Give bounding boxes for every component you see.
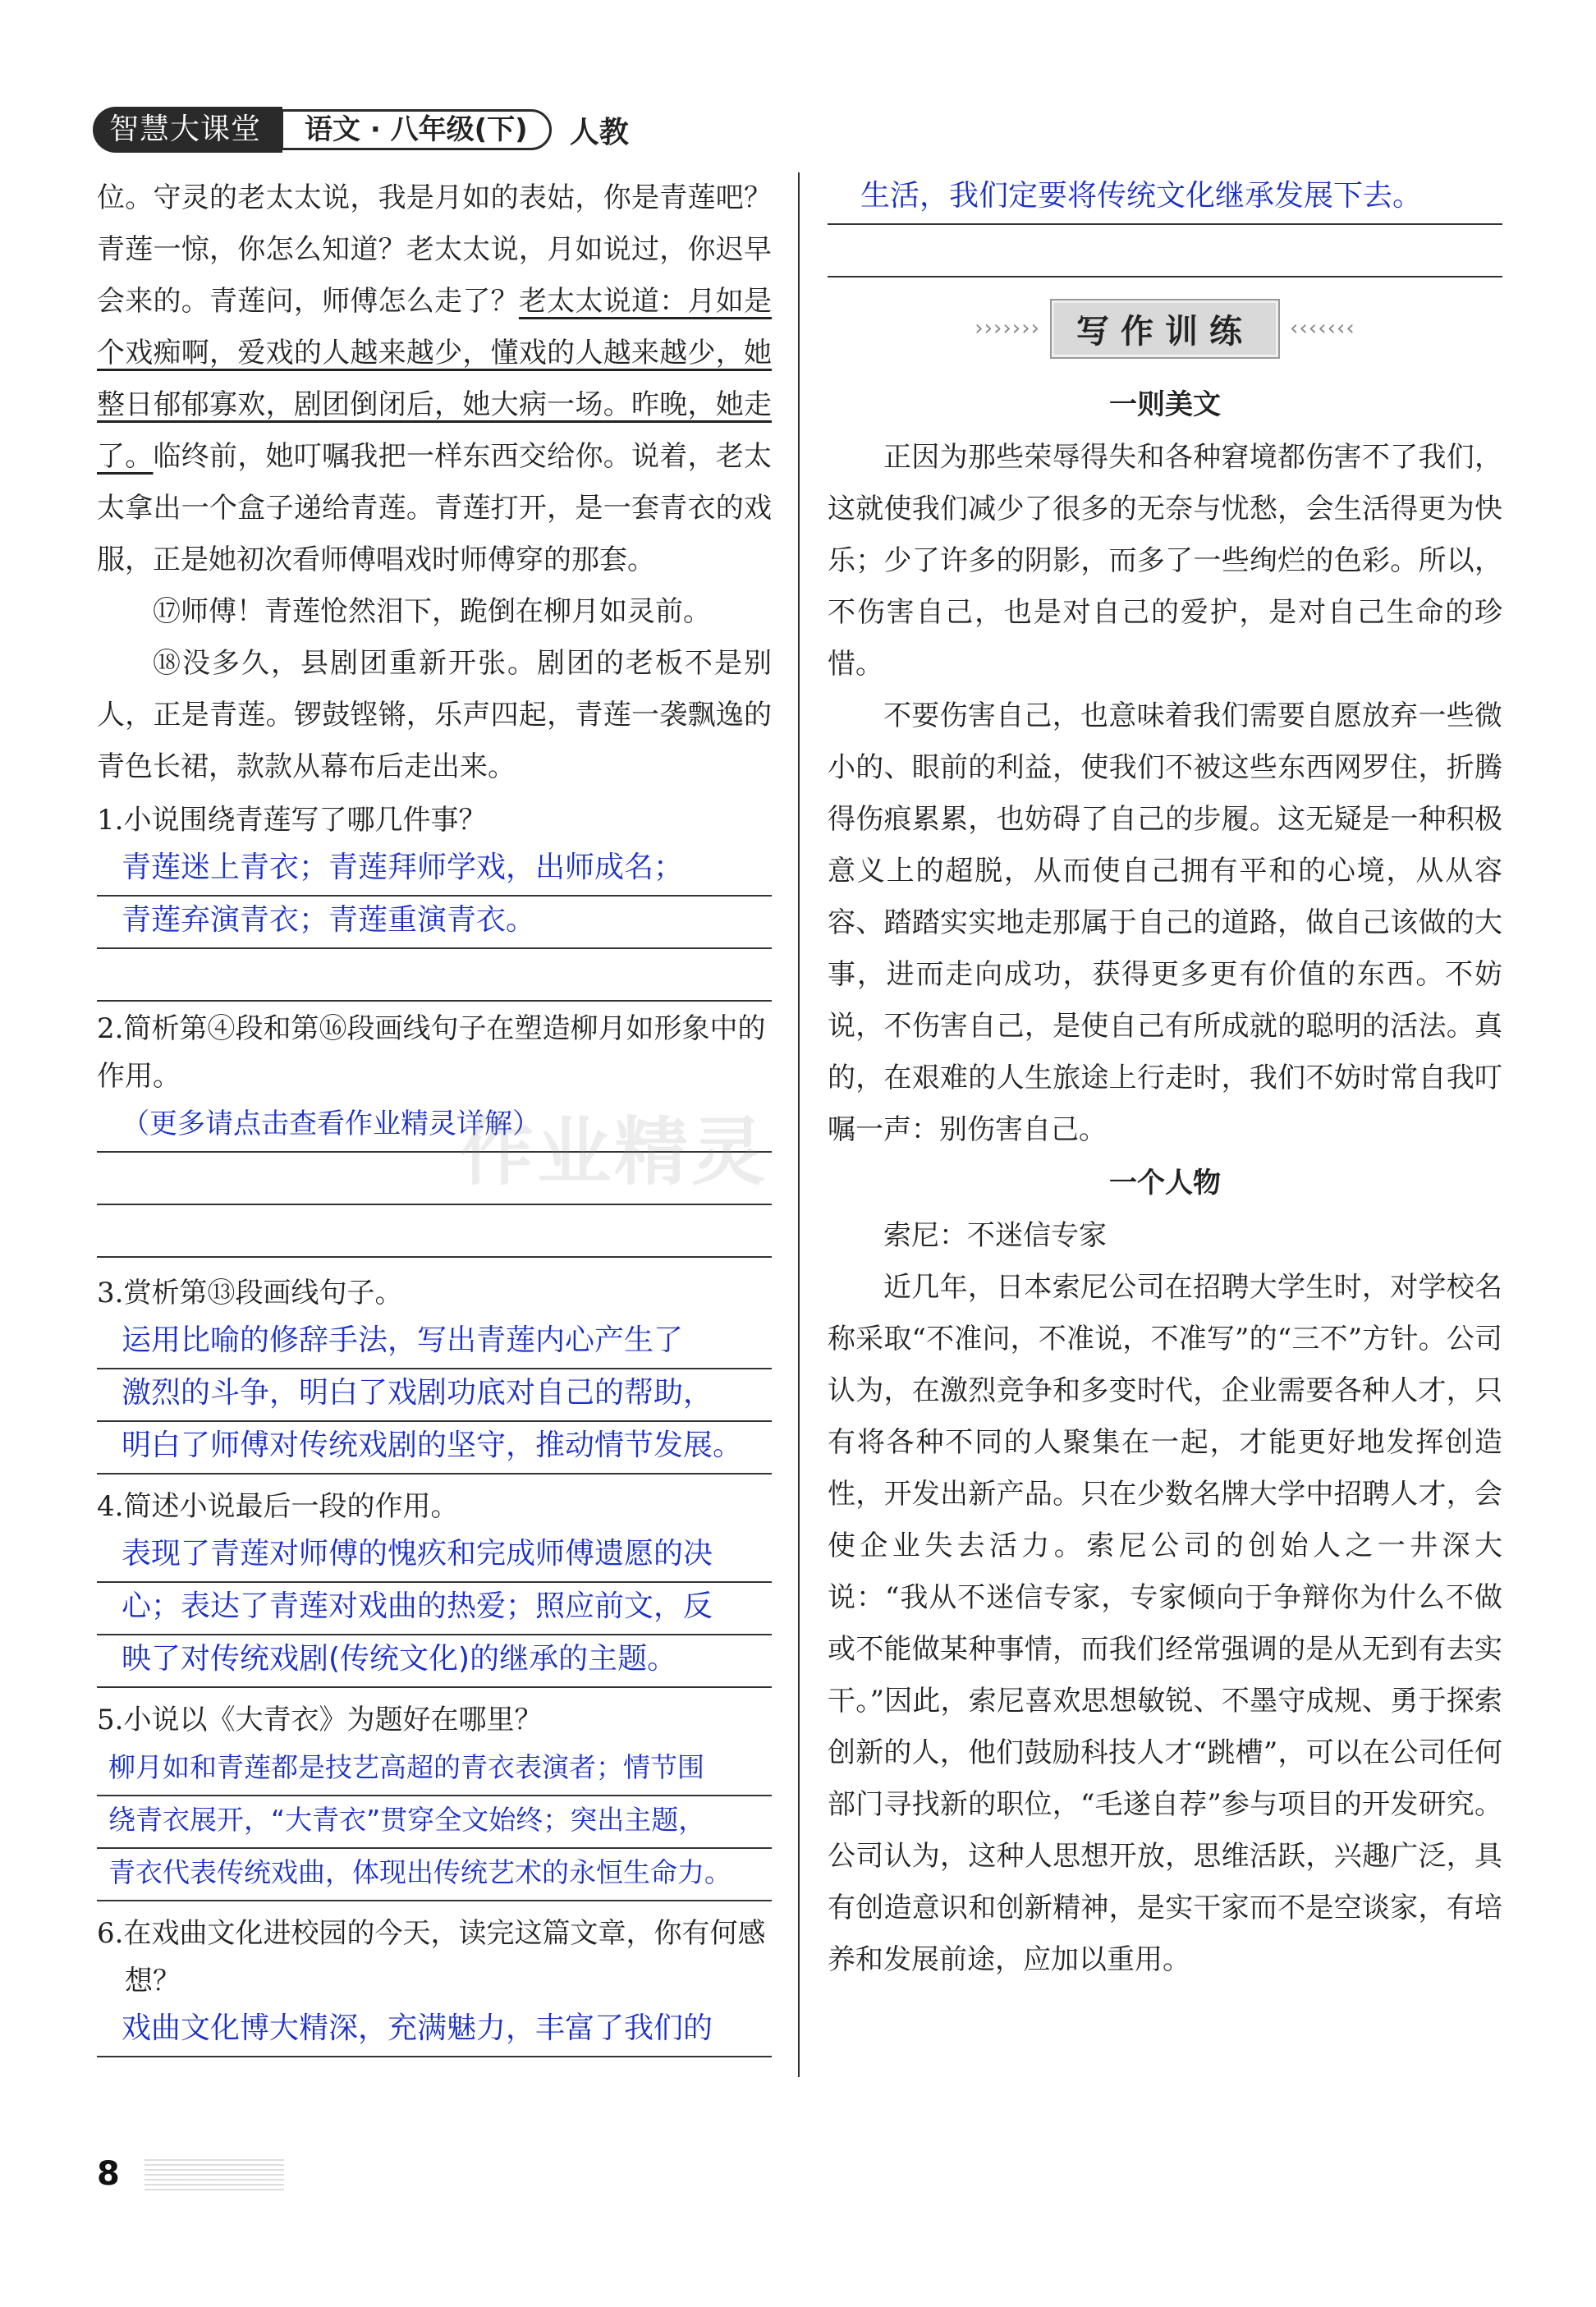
arrows-right-icon: ››››››› (975, 316, 1040, 341)
blank-line (97, 1153, 772, 1205)
question-text: 2.简析第④段和第⑯段画线句子在塑造柳月如形象中的作用。 (97, 1012, 766, 1093)
brand-label: 智慧大课堂 (93, 107, 282, 153)
question-3 (97, 1269, 772, 1475)
edition-label: 人教 (569, 115, 629, 149)
answer-line: 青莲迷上青衣；青莲拜师学戏，出师成名； (97, 844, 772, 897)
more-details-link[interactable]: （更多请点击查看作业精灵详解） (97, 1100, 772, 1153)
person-paragraph: 近几年，日本索尼公司在招聘大学生时，对学校名称采取“不准问，不准说，不准写”的“三不”方针。公司认为，在激烈竞争和多变时代，企业需要各种人才，只有将各种不同的人聚集在一起，才能更好地发挥创造性，开发出新产品。只在少数名牌大学中招聘人才，会使企业失去活力。索尼公司的创始人之一井深大说：“我从不迷信专家，专家倾向于争辩你为什么不做或不能做某种事情，而我们经常强调的是从无到有去实干。”因此，索尼喜欢思想敏锐、不墨守成规、勇于探索创新的人，他们鼓励科技人才“跳槽”，可以在公司任何部门寻找新的职位，“毛遂自荐”参与项目的开发研究。公司认为，这种人思想开放，思维活跃，兴趣广泛，具有创造意识和创新精神，是实干家而不是空谈家，有培养和发展前途，应加以重用。 (828, 1271, 1502, 1976)
story-text: 临终前，她叮嘱我把一样东西交给你。说着，老太太拿出一个盒子递给青莲。青莲打开，是一套青衣的戏服，正是她初次看师傅唱戏时师傅穿的那套。 (97, 440, 773, 576)
answer-line: 映了对传统戏剧(传统文化)的继承的主题。 (97, 1635, 772, 1688)
story-paragraph-16 (97, 172, 772, 586)
section-banner (828, 297, 1502, 360)
story-paragraph-17: ⑰师傅！青莲怆然泪下，跪倒在柳月如灵前。 (153, 595, 711, 628)
blank-line (97, 949, 772, 1002)
question-text: 3.赏析第⑬段画线句子。 (97, 1277, 403, 1309)
story-paragraph-18: ⑱没多久，县剧团重新开张。剧团的老板不是别人，正是青莲。锣鼓铿锵，乐声四起，青莲一袭飘逸的青色长裙，款款从幕布后走出来。 (97, 647, 772, 783)
left-column (97, 172, 772, 2057)
essay-paragraph: 不要伤害自己，也意味着我们需要自愿放弃一些微小的、眼前的利益，使我们不被这些东西网罗住，折腾得伤痕累累，也妨碍了自己的步履。这无疑是一种积极意义上的超脱，从而使自己拥有平和的心境，从从容容、踏踏实实地走那属于自己的道路，做自己该做的大事，进而走向成功，获得更多更有价值的东西。不妨说，不伤害自己，是使自己有所成就的聪明的活法。真的，在艰难的人生旅途上行走时，我们不妨时常自我叮嘱一声：别伤害自己。 (828, 699, 1502, 1146)
essay-paragraph: 正因为那些荣辱得失和各种窘境都伤害不了我们，这就使我们减少了很多的无奈与忧愁，会生活得更为快乐；少了许多的阴影，而多了一些绚烂的色彩。所以，不伤害自己，也是对自己的爱护，是对自己生命的珍惜。 (828, 441, 1502, 681)
column-divider (798, 172, 800, 2077)
subheading-person: 一个人物 (1109, 1167, 1221, 1199)
answer-line: 柳月如和青莲都是技艺高超的青衣表演者；情节围 (97, 1744, 772, 1796)
decorative-hatch (144, 2158, 284, 2190)
question-6 (97, 1910, 772, 2057)
question-text: 5.小说以《大青衣》为题好在哪里？ (97, 1704, 543, 1736)
section-title: 写作训练 (1050, 299, 1280, 359)
answer-line: 运用比喻的修辞手法，写出青莲内心产生了 (97, 1317, 772, 1369)
question-text: 4.简述小说最后一段的作用。 (97, 1490, 459, 1523)
answer-line: 激烈的斗争，明白了戏剧功底对自己的帮助， (97, 1369, 772, 1422)
blank-line (828, 225, 1502, 277)
story-text: 位。守灵的老太太说，我是月如的表姑，你是青莲吧？青莲一惊，你怎么知道？老太太说，月如说过，你迟早会来的。青莲问，师傅怎么走了？ (97, 181, 772, 318)
answer-line-continued: 生活，我们定要将传统文化继承发展下去。 (828, 172, 1502, 225)
question-text: 6.在戏曲文化进校园的今天，读完这篇文章，你有何感想？ (97, 1917, 766, 1997)
header-bar (93, 107, 629, 153)
watermark: 作业精灵 (460, 1109, 768, 1195)
answer-line: 戏曲文化博大精深，充满魅力，丰富了我们的 (97, 2005, 772, 2057)
subject-label: 语文 · 八年级(下) (281, 109, 552, 150)
question-text: 1.小说围绕青莲写了哪几件事？ (97, 804, 487, 837)
blank-line (97, 1205, 772, 1258)
question-5 (97, 1696, 772, 1901)
answer-line: 青衣代表传统戏曲，体现出传统艺术的永恒生命力。 (97, 1849, 772, 1901)
question-1 (97, 796, 772, 1002)
answer-line: 心；表达了青莲对戏曲的热爱；照应前文，反 (97, 1583, 772, 1635)
answer-line: 表现了青莲对师傅的愧疚和完成师傅遗愿的决 (97, 1530, 772, 1583)
underlined-sentence: 老太太说道：月如是个戏痴啊，爱戏的人越来越少，懂戏的人越来越少，她整日郁郁寡欢，剧团倒闭后，她大病一场。昨晚，她走了。 (97, 285, 773, 473)
subheading-essay: 一则美文 (1109, 388, 1221, 421)
answer-line: 明白了师傅对传统戏剧的坚守，推动情节发展。 (97, 1422, 772, 1475)
footer (97, 2155, 284, 2193)
arrows-left-icon: ‹‹‹‹‹‹‹ (1290, 316, 1355, 341)
right-column (828, 172, 1502, 1986)
question-2 (97, 1005, 772, 1258)
answer-line: 青莲弃演青衣；青莲重演青衣。 (97, 897, 772, 949)
person-title: 索尼：不迷信专家 (883, 1219, 1107, 1252)
page-number: 8 (97, 2155, 120, 2193)
answer-line: 绕青衣展开，“大青衣”贯穿全文始终；突出主题， (97, 1796, 772, 1849)
question-4 (97, 1483, 772, 1688)
